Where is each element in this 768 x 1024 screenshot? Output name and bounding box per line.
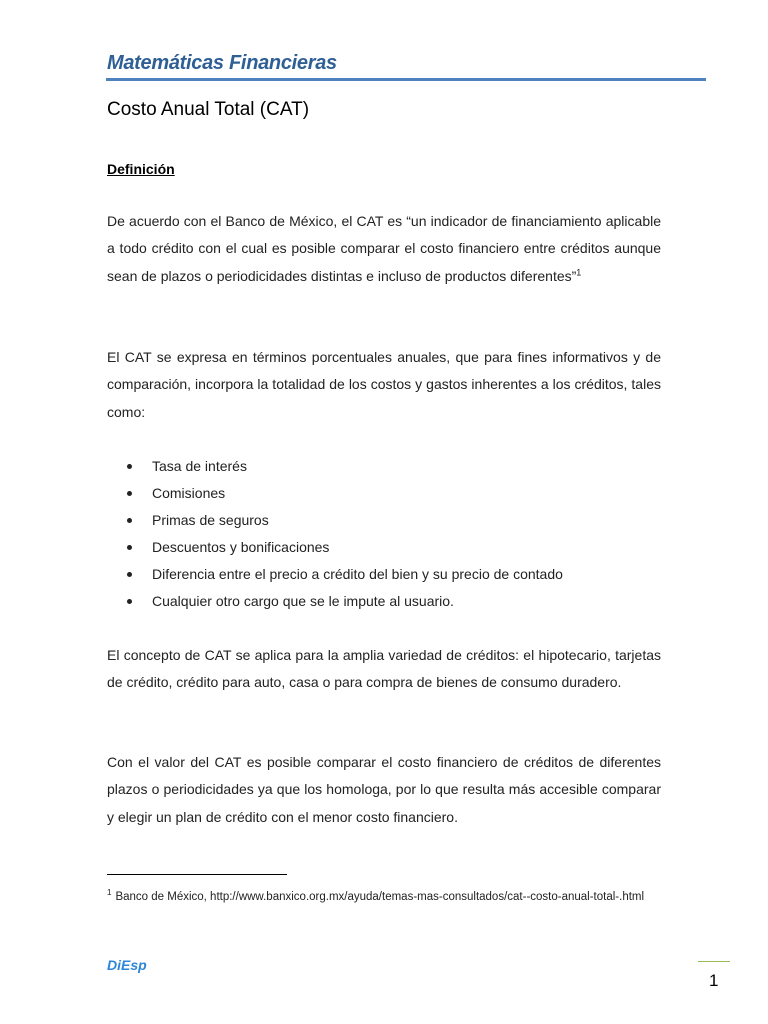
footnote-number: 1 (107, 888, 112, 898)
list-item-text: Descuentos y bonificaciones (152, 539, 330, 555)
footnote (107, 886, 661, 908)
list-item-text: Primas de seguros (152, 512, 269, 528)
bullet-icon (127, 491, 132, 496)
list-item (107, 588, 661, 615)
footer-brand: DiEsp (107, 957, 147, 973)
bullet-icon (127, 572, 132, 577)
list-item (107, 480, 661, 507)
list-item (107, 534, 661, 561)
bullet-icon (127, 518, 132, 523)
paragraph-definition-text: De acuerdo con el Banco de México, el CAT es “un indicador de financiamiento aplicable a todo crédito con el cual es posible comparar el costo financiero entre créditos aunque sean de plazos o periodicidades distintas e incluso de productos diferentes” (107, 213, 661, 284)
document-title: Costo Anual Total (CAT) (107, 99, 310, 120)
list-item (107, 507, 661, 534)
list-item-text: Tasa de interés (152, 458, 247, 474)
header-divider (106, 78, 706, 81)
list-item (107, 453, 661, 480)
list-item-text: Diferencia entre el precio a crédito del bien y su precio de contado (152, 566, 563, 582)
footnote-text[interactable]: Banco de México, http://www.banxico.org.mx/ayuda/temas-mas-consultados/cat--costo-anual-total-.html (115, 891, 645, 903)
bullet-icon (127, 464, 132, 469)
list-item (107, 561, 661, 588)
footnote-separator (107, 874, 287, 875)
page-number-rule (698, 961, 730, 962)
running-header-title: Matemáticas Financieras (107, 52, 337, 74)
page-number: 1 (709, 971, 719, 990)
bullet-icon (127, 545, 132, 550)
paragraph-definition (107, 208, 661, 290)
list-item-text: Comisiones (152, 485, 226, 501)
paragraph-expression: El CAT se expresa en términos porcentuales anuales, que para fines informativos y de comparación, incorpora la totalidad de los costos y gastos inherentes a los créditos, tales como: (107, 349, 661, 420)
list-item-text: Cualquier otro cargo que se le impute al usuario. (152, 593, 454, 609)
footnote-reference[interactable]: 1 (576, 266, 582, 277)
bullet-icon (127, 599, 132, 604)
paragraph-comparison: Con el valor del CAT es posible comparar el costo financiero de créditos de diferentes plazos o periodicidades ya que los homologa, por lo que resulta más accesible comparar y elegir un plan de crédito con el menor costo financiero. (107, 754, 661, 825)
paragraph-concept: El concepto de CAT se aplica para la amplia variedad de créditos: el hipotecario, tarjetas de crédito, crédito para auto, casa o para compra de bienes de consumo duradero. (107, 647, 661, 691)
cost-components-list (107, 453, 661, 615)
section-heading-definicion: Definición (107, 161, 175, 177)
